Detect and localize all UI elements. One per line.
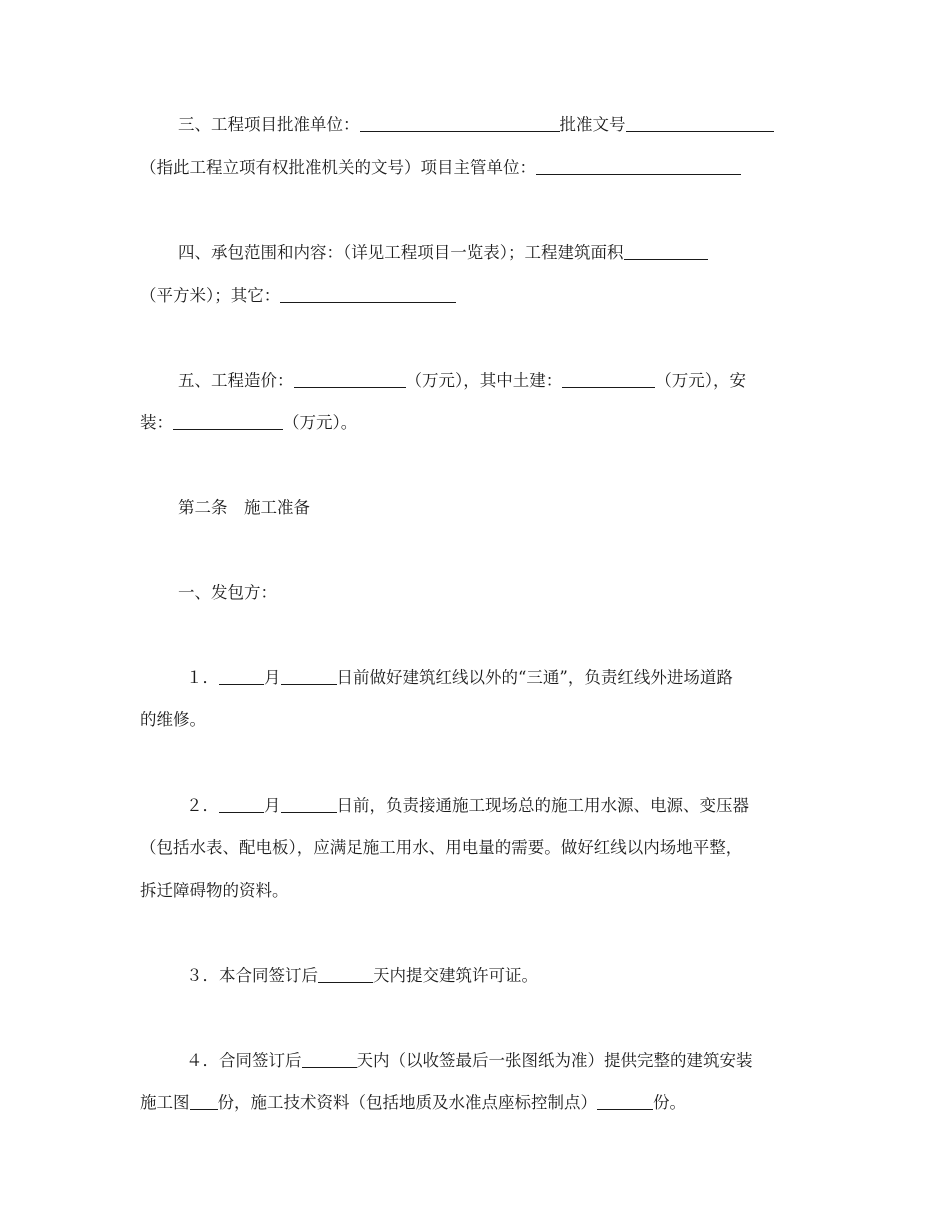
install-label: （万元），安 <box>655 371 746 390</box>
civil-cost-blank[interactable] <box>562 370 655 388</box>
approval-number-blank[interactable] <box>626 114 774 132</box>
item-2-day-blank[interactable] <box>281 795 337 813</box>
section-5-line-1 <box>178 369 746 393</box>
section-3-label: 三、工程项目批准单位： <box>178 115 360 134</box>
item-1-month-label: 月 <box>264 668 281 687</box>
item-4-copies-unit: 份。 <box>653 1093 686 1112</box>
civil-label: （万元），其中土建： <box>405 371 563 390</box>
item-3-text-a: 本合同签订后 <box>219 966 318 985</box>
item-4-tech-blank[interactable] <box>597 1092 653 1110</box>
item-1-month-blank[interactable] <box>219 667 264 685</box>
item-1-line-2: 的维修。 <box>140 710 206 729</box>
section-3-note: （指此工程立项有权批准机关的文号）项目主管单位： <box>140 158 536 177</box>
item-4-days-blank[interactable] <box>302 1050 357 1068</box>
section-5-label: 五、工程造价： <box>178 371 294 390</box>
item-4-drawings-label: 施工图 <box>140 1093 190 1112</box>
section-5-line-2 <box>140 411 357 435</box>
item-1-day-blank[interactable] <box>281 667 337 685</box>
item-2-text: 日前，负责接通施工现场总的施工用水源、电源、变压器 <box>336 796 749 815</box>
item-2-line-1 <box>186 794 749 818</box>
install-unit: （万元）。 <box>283 413 358 432</box>
section-3-line-1 <box>178 113 774 137</box>
section-4-line-2 <box>140 284 456 308</box>
other-blank[interactable] <box>280 285 456 303</box>
item-4-text-a: 合同签订后 <box>219 1051 302 1070</box>
item-1-number: １． <box>186 668 219 687</box>
approval-unit-blank[interactable] <box>360 114 560 132</box>
install-label-cont: 装： <box>140 413 173 432</box>
item-2-month-blank[interactable] <box>219 795 264 813</box>
item-1-text: 日前做好建筑红线以外的“三通”，负责红线外进场道路 <box>336 668 733 687</box>
section-4-label: 四、承包范围和内容：（详见工程项目一览表）；工程建筑面积 <box>178 243 624 262</box>
item-4-text-b: 天内（以收签最后一张图纸为准）提供完整的建筑安装 <box>356 1051 753 1070</box>
building-area-blank[interactable] <box>624 242 708 260</box>
item-3-text-b: 天内提交建筑许可证。 <box>373 966 538 985</box>
section-3-line-2 <box>140 156 741 180</box>
install-cost-blank[interactable] <box>173 412 283 430</box>
supervising-unit-blank[interactable] <box>536 157 741 175</box>
item-3-line <box>186 964 538 988</box>
article-2-title: 第二条 施工准备 <box>178 498 310 517</box>
item-3-number: ３． <box>186 966 219 985</box>
item-4-tech-label: 份，施工技术资料（包括地质及水准点座标控制点） <box>217 1093 597 1112</box>
item-2-month-label: 月 <box>264 796 281 815</box>
project-cost-blank[interactable] <box>294 370 406 388</box>
item-4-line-2 <box>140 1091 686 1115</box>
item-2-line-3: 拆迁障碍物的资料。 <box>140 881 289 900</box>
item-4-drawings-blank[interactable] <box>190 1092 218 1110</box>
approval-number-label: 批准文号 <box>559 115 626 134</box>
client-heading: 一、发包方： <box>178 583 277 602</box>
item-2-number: ２． <box>186 796 219 815</box>
section-4-other-label: （平方米）；其它： <box>140 286 281 305</box>
item-1-line-1 <box>186 666 733 690</box>
item-4-number: ４． <box>186 1051 219 1070</box>
item-2-line-2: （包括水表、配电板），应满足施工用水、用电量的需要。做好红线以内场地平整， <box>140 838 743 857</box>
item-3-days-blank[interactable] <box>318 965 373 983</box>
section-4-line-1 <box>178 241 708 265</box>
item-4-line-1 <box>186 1049 753 1073</box>
